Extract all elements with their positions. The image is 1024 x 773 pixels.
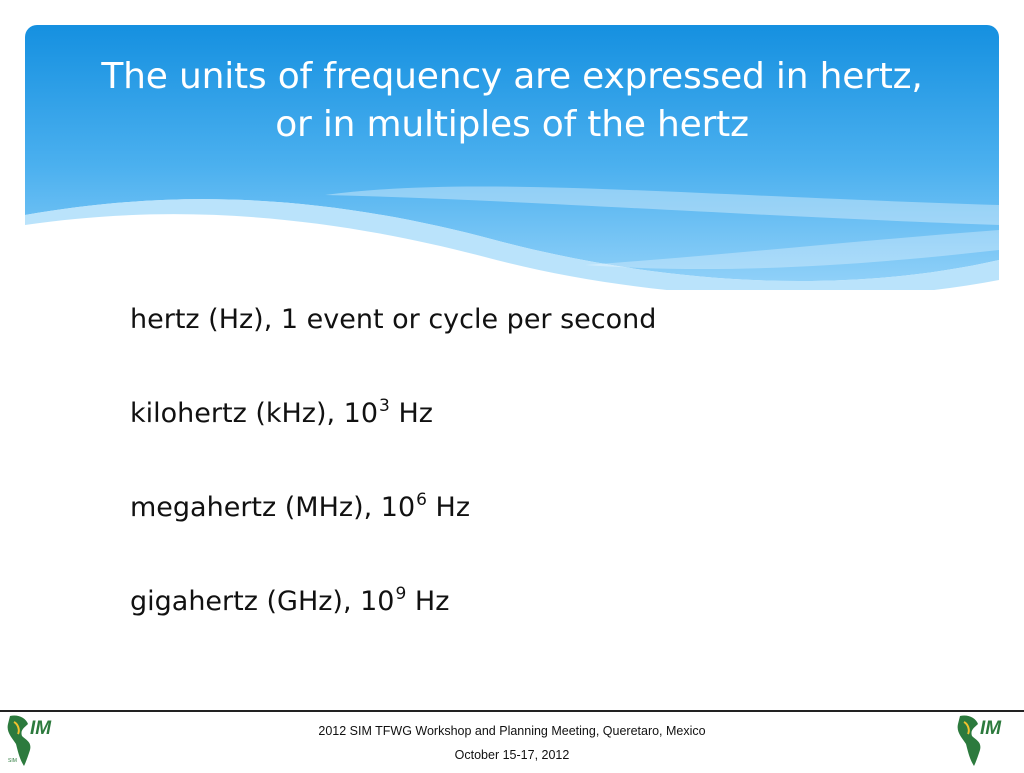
svg-text:SIM: SIM	[8, 758, 17, 764]
list-item-unit: Hz	[389, 398, 433, 429]
exponent: 3	[379, 396, 390, 416]
list-item-kilohertz	[130, 390, 656, 438]
unit-list	[130, 296, 656, 672]
logo-text: IM	[30, 718, 52, 739]
slide-title	[25, 53, 999, 149]
logo-text: IM	[980, 718, 1002, 739]
list-item-text: megahertz (MHz), 10	[130, 492, 416, 523]
list-item-megahertz	[130, 484, 656, 532]
list-item-unit: Hz	[426, 492, 471, 523]
list-item-unit: Hz	[406, 586, 450, 617]
exponent: 9	[395, 584, 407, 604]
list-item-gigahertz	[130, 578, 656, 626]
list-item-text: gigahertz (GHz), 10	[130, 586, 395, 617]
footer-divider	[0, 710, 1024, 712]
slide-title-line-1: The units of frequency are expressed in hertz,	[101, 56, 923, 97]
list-item-text: hertz (Hz), 1 event or cycle per second	[130, 304, 657, 335]
list-item-text: kilohertz (kHz), 10	[130, 398, 379, 429]
footer	[0, 720, 1024, 768]
footer-event: 2012 SIM TFWG Workshop and Planning Meeting, Queretaro, Mexico	[318, 724, 706, 738]
sim-logo-right	[952, 712, 1022, 768]
list-item-hertz	[130, 296, 656, 344]
exponent: 6	[416, 490, 427, 510]
footer-date: October 15-17, 2012	[454, 748, 570, 762]
slide-title-line-2: or in multiples of the hertz	[275, 104, 749, 145]
